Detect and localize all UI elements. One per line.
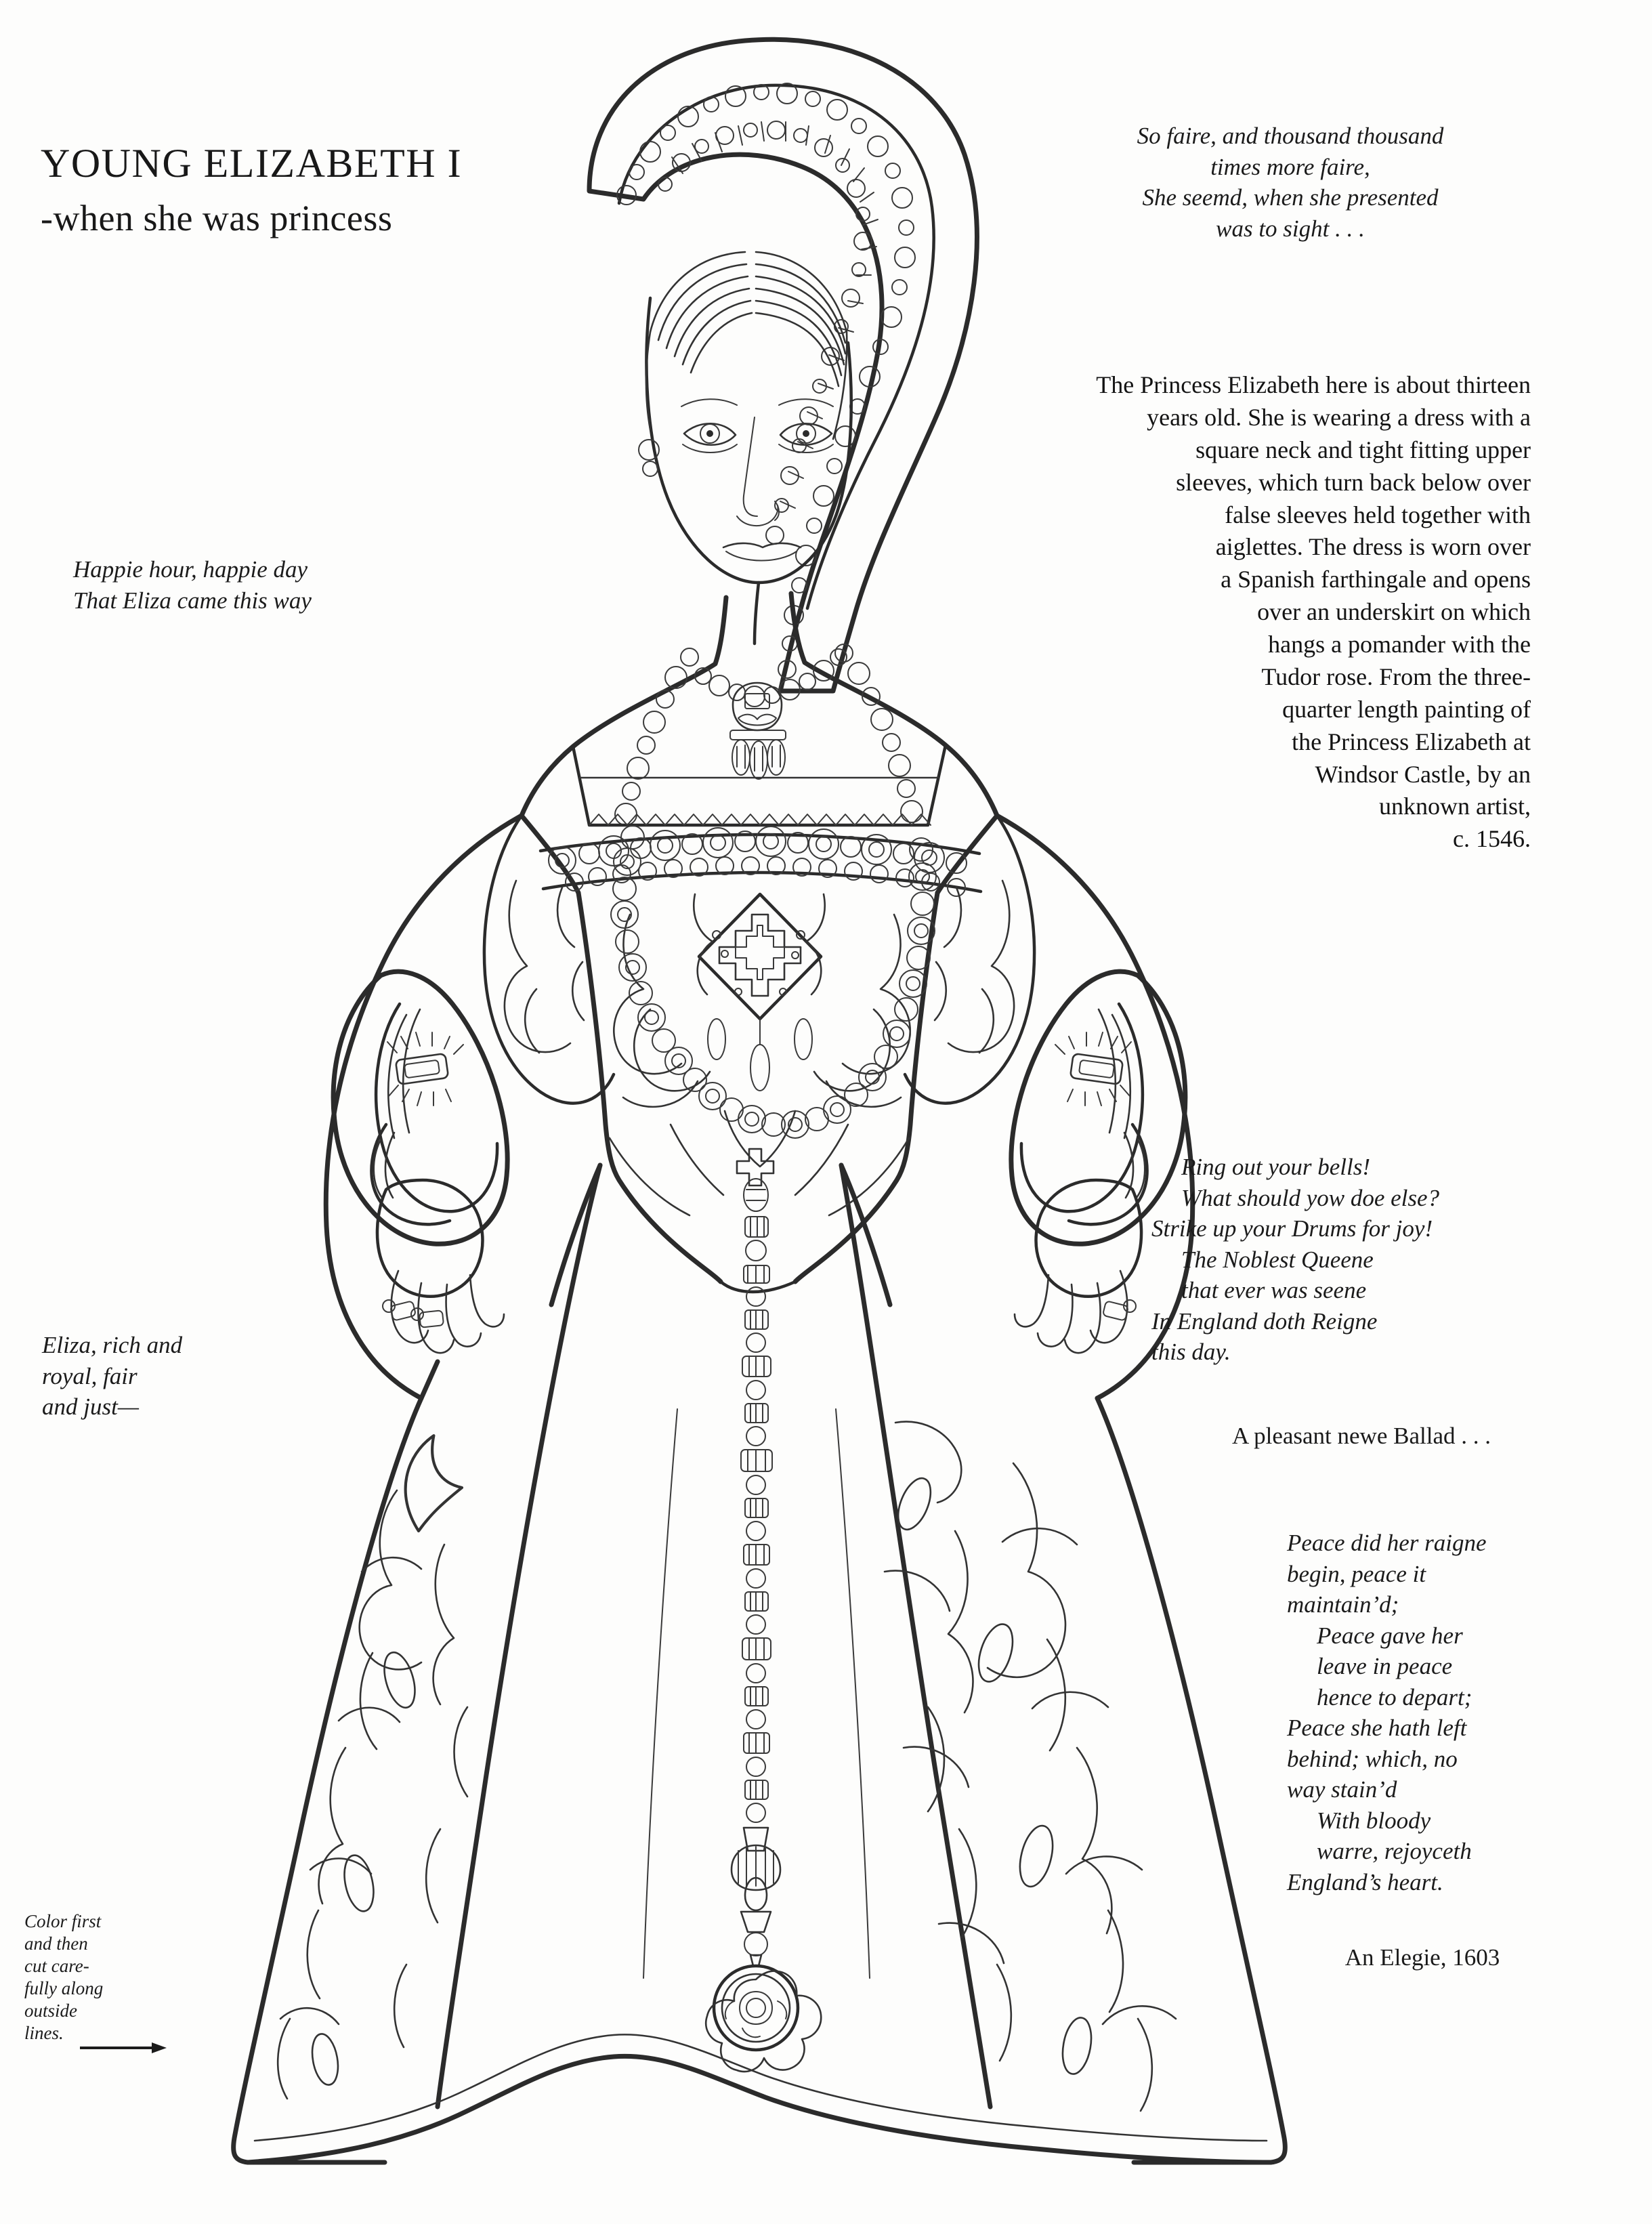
upper-sleeves	[484, 816, 1034, 1104]
face	[639, 252, 851, 644]
description-line: aiglettes. The dress is worn over	[1215, 533, 1531, 561]
poem-line: Peace did her raigne	[1287, 1530, 1487, 1556]
poem-line: begin, peace it	[1287, 1560, 1426, 1587]
poem-line: So faire, and thousand thousand	[1137, 123, 1444, 149]
poem-line: that ever was seene	[1181, 1277, 1367, 1303]
description-line: square neck and tight fitting upper	[1195, 436, 1531, 463]
description-line: quarter length painting of	[1282, 695, 1531, 723]
aiglette-cuff-left	[387, 1032, 463, 1106]
poem-line: royal, fair	[42, 1362, 137, 1389]
poem-line: behind; which, no	[1287, 1745, 1458, 1772]
long-pearl-strands	[615, 644, 923, 825]
cut-instructions	[24, 1910, 167, 2044]
poem-line: and just—	[42, 1393, 139, 1420]
poem-line: this day.	[1151, 1339, 1231, 1365]
instruction-line: lines.	[24, 2022, 64, 2043]
poem-line: She seemd, when she presented	[1142, 184, 1439, 211]
poem-line: The Noblest Queene	[1181, 1246, 1374, 1273]
poem-line: England’s heart.	[1287, 1868, 1443, 1895]
poem-eliza-rich	[42, 1330, 326, 1423]
tudor-rose-pomander	[706, 1955, 821, 2072]
jewelled-collar-band	[541, 826, 981, 896]
neck-and-shoulders	[522, 593, 997, 816]
instruction-line: Color first	[24, 1911, 102, 1931]
pearl-necklace	[615, 644, 923, 825]
description-line: a Spanish farthingale and opens	[1221, 566, 1531, 593]
pearl-billiment-inner	[658, 121, 872, 544]
description-line: Windsor Castle, by an	[1315, 760, 1531, 788]
bodice-damask-pattern	[610, 894, 910, 1215]
poem-line: Peace gave her	[1317, 1622, 1463, 1649]
poem-line: Happie hour, happie day	[73, 556, 308, 583]
description-line: hangs a pomander with the	[1268, 631, 1531, 658]
paper-doll-illustration	[115, 14, 1321, 2215]
cut-direction-arrow-icon	[80, 2039, 168, 2057]
poem-line: Ring out your bells!	[1181, 1154, 1370, 1180]
description-line: Tudor rose. From the three-	[1261, 663, 1531, 690]
poem-line: hence to depart;	[1317, 1683, 1473, 1711]
jewelled-pendant	[730, 683, 786, 779]
left-hand	[377, 1180, 504, 1353]
poem-line: Peace she hath left	[1287, 1715, 1467, 1741]
square-neck-bodice	[573, 745, 946, 825]
poem-line: was to sight . . .	[1216, 215, 1365, 242]
right-hand	[1015, 1180, 1141, 1353]
cross-brooch	[699, 894, 821, 1091]
description-line: sleeves, which turn back below over	[1176, 468, 1531, 496]
poem-line: What should yow doe else?	[1181, 1184, 1440, 1211]
poem-so-faire	[1053, 121, 1527, 244]
ballad-credit: A pleasant newe Ballad . . .	[1232, 1423, 1491, 1449]
poem-line: way stain’d	[1287, 1776, 1397, 1803]
instruction-line: cut care-	[24, 1955, 89, 1976]
poem-line: leave in peace	[1317, 1653, 1453, 1679]
page-subtitle: -when she was princess	[41, 198, 393, 238]
description-line: c. 1546.	[1453, 825, 1531, 853]
description-line: false sleeves held together with	[1225, 501, 1531, 528]
description-line: over an underskirt on which	[1257, 598, 1531, 626]
poem-an-elegie	[1287, 1528, 1558, 1897]
description-line: unknown artist,	[1379, 793, 1531, 820]
instruction-line: and then	[24, 1933, 88, 1954]
hanging-girdle-chain	[732, 1179, 780, 1956]
instruction-line: fully along	[24, 1977, 104, 1998]
poem-line: Strike up your Drums for joy!	[1151, 1215, 1433, 1242]
elizabeth-figure	[115, 14, 1321, 2215]
poem-line: That Eliza came this way	[73, 587, 312, 614]
description-line: The Princess Elizabeth here is about thirteen	[1096, 371, 1531, 398]
poem-line: Eliza, rich and	[42, 1332, 183, 1358]
description-line: years old. She is wearing a dress with a	[1147, 403, 1531, 431]
poem-line: With bloody	[1317, 1807, 1431, 1834]
aiglette-cuff-right	[1055, 1032, 1131, 1106]
finger-rings-right	[1103, 1300, 1136, 1321]
elegie-credit: An Elegie, 1603	[1344, 1944, 1500, 1971]
poem-happie-hour	[73, 554, 493, 616]
poem-line: times more faire,	[1210, 153, 1370, 180]
poem-ring-out-your-bells	[1151, 1152, 1571, 1368]
page-title: YOUNG ELIZABETH I	[41, 141, 463, 186]
poem-line: maintain’d;	[1287, 1591, 1399, 1618]
description-paragraph	[935, 369, 1531, 856]
girdle-cross	[737, 1149, 774, 1186]
poem-line: warre, rejoyceth	[1317, 1838, 1472, 1864]
description-line: the Princess Elizabeth at	[1292, 728, 1531, 755]
poem-line: In England doth Reigne	[1151, 1307, 1378, 1335]
instruction-line: outside	[24, 2000, 77, 2021]
hood-pleat-hatching	[672, 122, 878, 508]
